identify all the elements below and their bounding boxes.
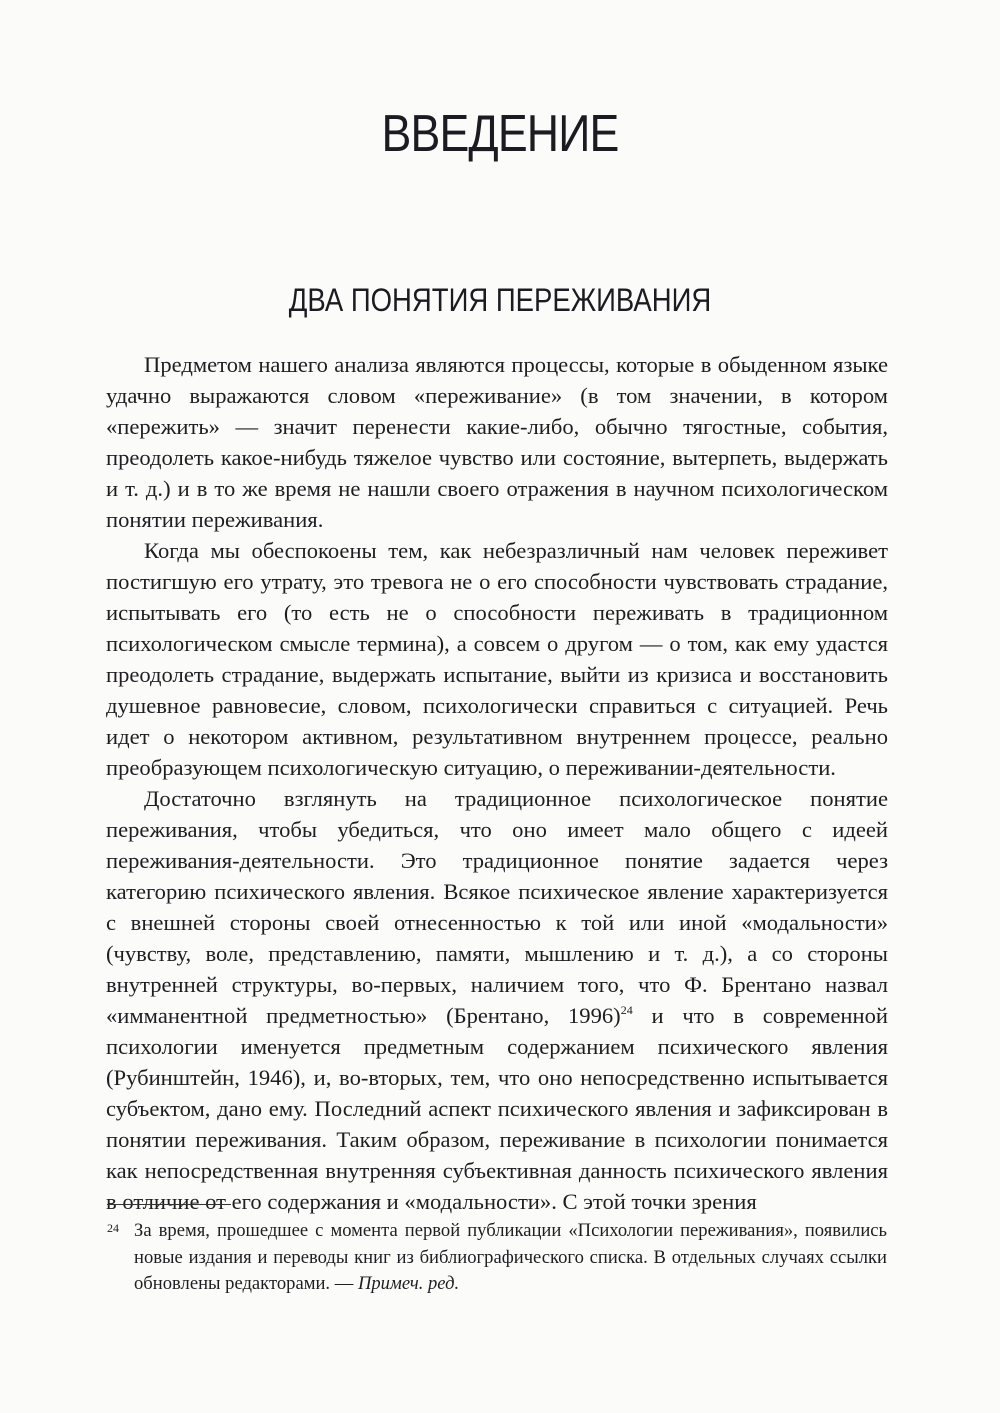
footnote-body: За время, прошедшее с момента первой публикации «Психологии переживания», появились новые издания и переводы книг из библиографического списка. В отдельных случаях ссылки обновлены редакторами. — <box>134 1220 887 1294</box>
footnote-reference[interactable]: 24 <box>620 1003 633 1017</box>
footnote-number: 24 <box>107 1221 119 1235</box>
body-text <box>106 349 888 1217</box>
paragraph-2: Когда мы обеспокоены тем, как небезразличный нам человек переживет постигшую его утрату, это тревога не о его способности чувствовать страдание, испытывать его (то есть не о способности переживать в традиционном психологическом смысле термина), а совсем о другом — о том, как ему удастся преодолеть страдание, выдержать испытание, выйти из кризиса и восстановить душевное равновесие, словом, психологически справиться с ситуацией. Речь идет о некотором активном, результативном внутреннем процессе, реально преобразующем психологическую ситуацию, о переживании-деятельности. <box>106 538 888 780</box>
paragraph-3-text-b: и что в современной психологии именуется предметным содержанием психического явления (Рубинштейн, 1946), и, во-вторых, тем, что оно непосредственно испытывается субъектом, дано ему. Последний аспект психического явления и зафиксирован в понятии переживания. Таким образом, переживание в психологии понимается как непосредственная внутренняя субъективная данность психического явления в отличие от его содержания и «модальности». С этой точки зрения <box>106 1003 888 1214</box>
editor-note-label: Примеч. ред. <box>357 1273 460 1294</box>
footnote-divider <box>107 1204 231 1205</box>
section-title: ДВА ПОНЯТИЯ ПЕРЕЖИВАНИЯ <box>288 282 712 318</box>
paragraph-3 <box>106 783 888 1217</box>
footnote-text <box>134 1218 887 1298</box>
paragraph-3-text-a: Достаточно взглянуть на традиционное психологическое понятие переживания, чтобы убедиться, что оно имеет мало общего с идеей переживания-деятельности. Это традиционное понятие задается через категорию психического явления. Всякое психическое явление характеризуется с внешней стороны своей отнесенностью к той или иной «модальности» (чувству, воле, представлению, памяти, мышлению и т. д.), а со стороны внутренней структуры, во-первых, наличием того, что Ф. Брентано назвал «имманентной предметностью» (Брентано, 1996) <box>106 786 888 1028</box>
paragraph-1: Предметом нашего анализа являются процессы, которые в обыденном языке удачно выражаются словом «переживание» (в том значении, в котором «пережить» — значит перенести какие-либо, обычно тягостные, события, преодолеть какое-нибудь тяжелое чувство или состояние, вытерпеть, выдержать и т. д.) и в то же время не нашли своего отражения в научном психологическом понятии переживания. <box>106 352 888 532</box>
chapter-title: ВВЕДЕНИЕ <box>381 105 619 163</box>
footnote <box>107 1218 887 1298</box>
